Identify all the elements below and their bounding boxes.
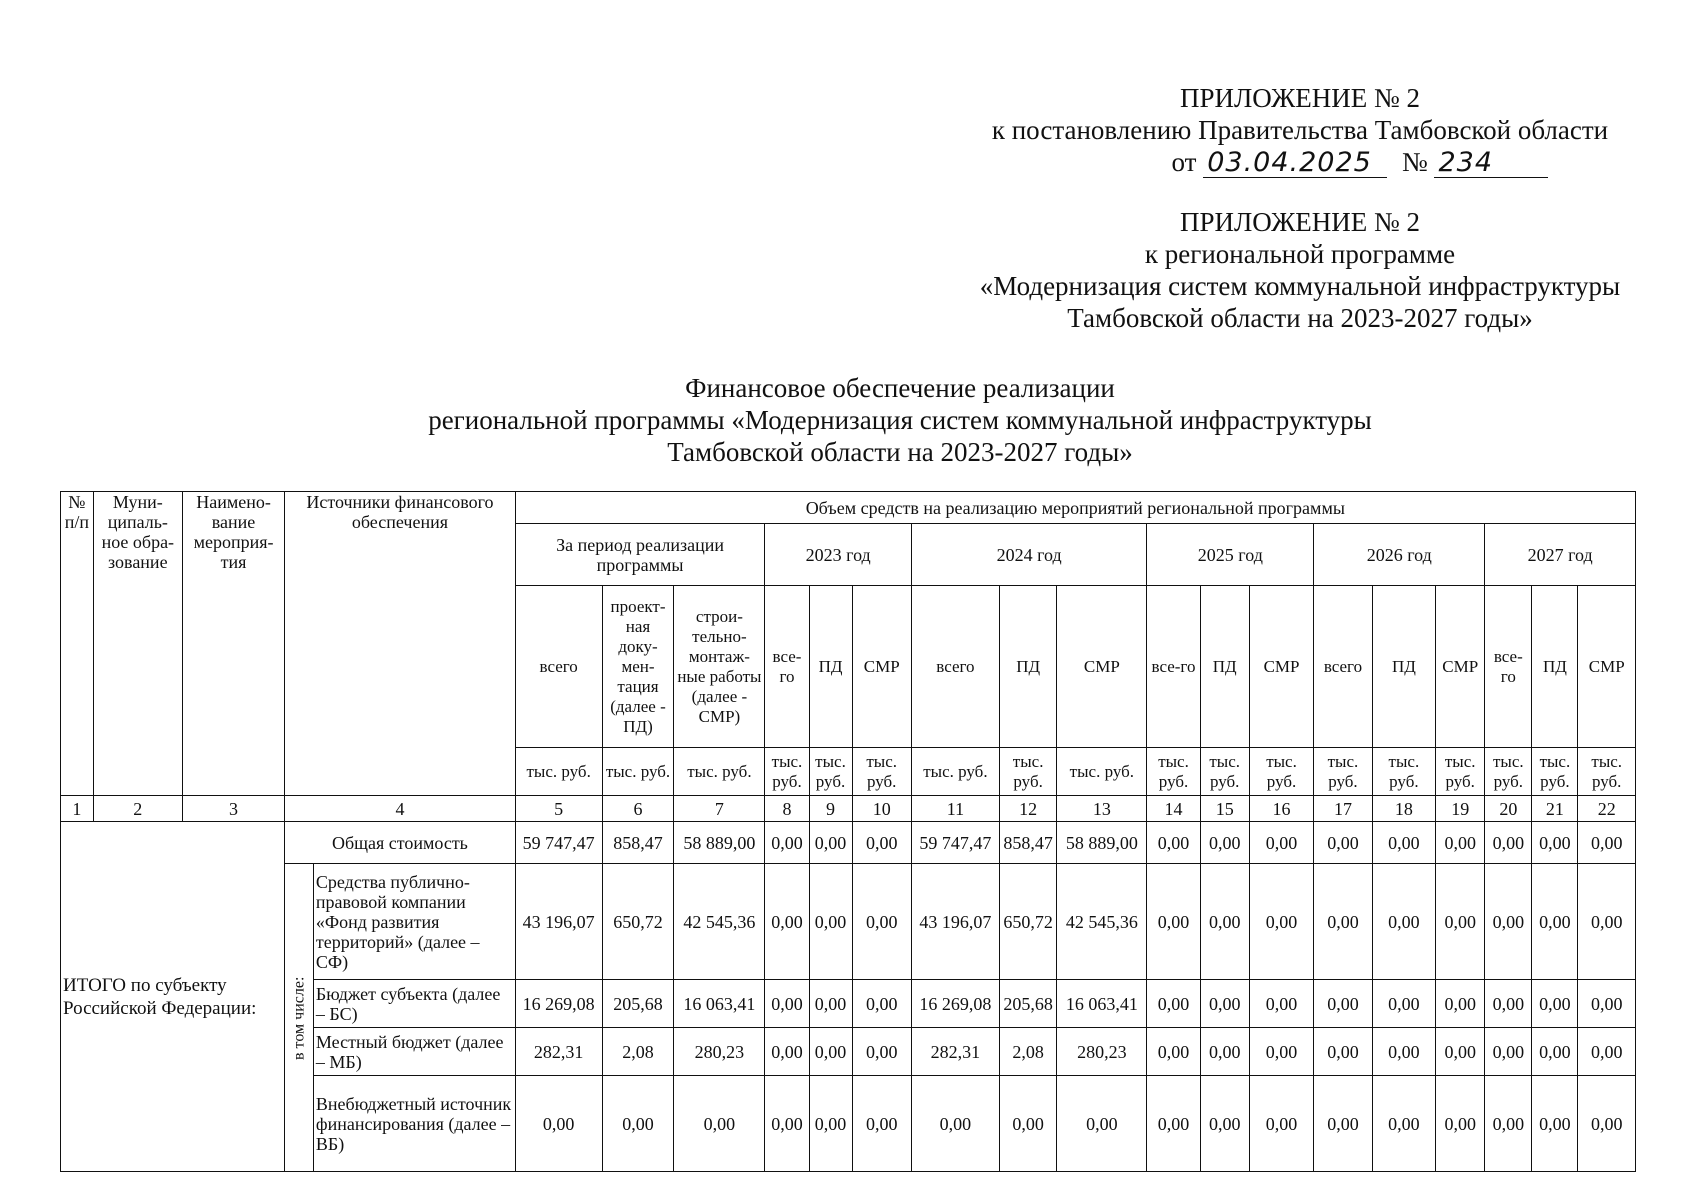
sub-smr-2027: СМР — [1578, 586, 1636, 748]
value-cell: 0,00 — [1200, 822, 1249, 864]
value-cell: 0,00 — [1200, 1028, 1249, 1076]
value-cell: 0,00 — [999, 1076, 1056, 1172]
unit-cell: тыс. руб. — [1436, 748, 1485, 796]
value-cell: 0,00 — [1147, 1076, 1200, 1172]
unit-cell: тыс. руб. — [1249, 748, 1314, 796]
value-cell: 0,00 — [1532, 1076, 1578, 1172]
column-number: 22 — [1578, 796, 1636, 822]
unit-cell: тыс. руб. — [1200, 748, 1249, 796]
sub-pd-2023: ПД — [809, 586, 852, 748]
column-number: 1 — [61, 796, 94, 822]
value-cell: 0,00 — [1147, 864, 1200, 980]
column-number: 8 — [765, 796, 809, 822]
appendix-program-ref: к региональной программе — [1144, 239, 1456, 269]
value-cell: 0,00 — [1249, 980, 1314, 1028]
unit-cell: тыс. руб. — [1532, 748, 1578, 796]
column-number: 2 — [93, 796, 182, 822]
value-cell: 0,00 — [911, 1076, 999, 1172]
header-year-2027: 2027 год — [1485, 524, 1636, 586]
value-cell: 0,00 — [1249, 864, 1314, 980]
including-label: в том числе: — [285, 864, 314, 1172]
value-cell: 0,00 — [852, 1076, 911, 1172]
unit-cell: тыс. руб. — [1147, 748, 1200, 796]
unit-cell: тыс. руб. — [999, 748, 1056, 796]
value-cell: 0,00 — [809, 822, 852, 864]
value-cell: 0,00 — [1200, 864, 1249, 980]
appendix-title-2: ПРИЛОЖЕНИЕ № 2 — [1179, 207, 1421, 237]
value-cell: 0,00 — [1147, 980, 1200, 1028]
appendix-header-decree — [900, 82, 1697, 178]
value-cell: 0,00 — [1436, 822, 1485, 864]
column-number: 10 — [852, 796, 911, 822]
column-number: 13 — [1057, 796, 1147, 822]
sub-total-2026: всего — [1314, 586, 1372, 748]
column-number: 11 — [911, 796, 999, 822]
value-cell: 0,00 — [1532, 822, 1578, 864]
header-sources: Источники финансового обеспечения — [285, 492, 515, 796]
unit-cell: тыс. руб. — [674, 748, 765, 796]
value-cell: 0,00 — [1372, 1076, 1435, 1172]
row-label: Местный бюджет (далее – МБ) — [313, 1028, 515, 1076]
sub-total: всего — [515, 586, 602, 748]
unit-cell: тыс. руб. — [602, 748, 674, 796]
header-municipality: Муни-ципаль-ное обра-зование — [93, 492, 182, 796]
value-cell: 0,00 — [765, 1076, 809, 1172]
title-line1: Финансовое обеспечение реализации — [685, 373, 1115, 403]
sub-pd-2026: ПД — [1372, 586, 1435, 748]
sub-smr-2026: СМР — [1436, 586, 1485, 748]
value-cell: 0,00 — [1485, 1028, 1532, 1076]
itogo-label: ИТОГО по субъекту Российской Федерации: — [61, 822, 285, 1172]
header-event: Наимено-вание мероприя-тия — [182, 492, 284, 796]
value-cell: 0,00 — [809, 1028, 852, 1076]
title-line3: Тамбовской области на 2023-2027 годы» — [667, 437, 1133, 467]
column-number: 15 — [1200, 796, 1249, 822]
appendix-decree-ref: к постановлению Правительства Тамбовской области — [991, 115, 1609, 145]
sub-total-2023: все-го — [765, 586, 809, 748]
value-cell: 2,08 — [602, 1028, 674, 1076]
value-cell: 0,00 — [1578, 864, 1636, 980]
appendix-header-program — [900, 206, 1697, 334]
value-cell: 650,72 — [999, 864, 1056, 980]
unit-cell: тыс. руб. — [1485, 748, 1532, 796]
header-num: № п/п — [61, 492, 94, 796]
value-cell: 0,00 — [1485, 1076, 1532, 1172]
financing-table — [60, 491, 1636, 1172]
value-cell: 0,00 — [1578, 1076, 1636, 1172]
value-cell: 16 269,08 — [911, 980, 999, 1028]
sub-total-2027: все-го — [1485, 586, 1532, 748]
program-name-line2: Тамбовской области на 2023-2027 годы» — [1067, 303, 1533, 333]
value-cell: 42 545,36 — [1057, 864, 1147, 980]
column-number: 5 — [515, 796, 602, 822]
unit-cell: тыс. руб. — [765, 748, 809, 796]
value-cell: 43 196,07 — [515, 864, 602, 980]
number-prefix: № — [1401, 147, 1428, 177]
column-number: 17 — [1314, 796, 1372, 822]
value-cell: 0,00 — [1200, 1076, 1249, 1172]
value-cell: 0,00 — [809, 864, 852, 980]
value-cell: 0,00 — [1532, 864, 1578, 980]
value-cell: 0,00 — [809, 980, 852, 1028]
value-cell: 0,00 — [765, 980, 809, 1028]
value-cell: 858,47 — [999, 822, 1056, 864]
row-label: Средства публично-правовой компании «Фонд развития территорий» (далее – СФ) — [313, 864, 515, 980]
column-number: 12 — [999, 796, 1056, 822]
value-cell: 0,00 — [1532, 1028, 1578, 1076]
header-year-2024: 2024 год — [911, 524, 1147, 586]
row-label: Внебюджетный источник финансирования (далее – ВБ) — [313, 1076, 515, 1172]
document-title — [340, 372, 1460, 468]
sub-pd-2025: ПД — [1200, 586, 1249, 748]
value-cell: 0,00 — [765, 864, 809, 980]
value-cell: 0,00 — [515, 1076, 602, 1172]
sub-pd-long: проект-ная доку-мен-тация (далее - ПД) — [602, 586, 674, 748]
value-cell: 0,00 — [1147, 1028, 1200, 1076]
value-cell: 0,00 — [1436, 980, 1485, 1028]
value-cell: 0,00 — [1200, 980, 1249, 1028]
value-cell: 0,00 — [1249, 1028, 1314, 1076]
column-number: 19 — [1436, 796, 1485, 822]
value-cell: 0,00 — [1314, 980, 1372, 1028]
sub-pd-2024: ПД — [999, 586, 1056, 748]
value-cell: 0,00 — [852, 980, 911, 1028]
value-cell: 0,00 — [1436, 864, 1485, 980]
value-cell: 0,00 — [765, 822, 809, 864]
unit-cell: тыс. руб. — [809, 748, 852, 796]
header-year-2025: 2025 год — [1147, 524, 1314, 586]
value-cell: 0,00 — [1485, 864, 1532, 980]
value-cell: 2,08 — [999, 1028, 1056, 1076]
date-prefix: от — [1171, 147, 1197, 177]
value-cell: 0,00 — [1147, 822, 1200, 864]
value-cell: 0,00 — [1249, 1076, 1314, 1172]
sub-smr-2024: СМР — [1057, 586, 1147, 748]
sub-smr-2023: СМР — [852, 586, 911, 748]
unit-cell: тыс. руб. — [911, 748, 999, 796]
value-cell: 650,72 — [602, 864, 674, 980]
value-cell: 0,00 — [1314, 1028, 1372, 1076]
value-cell: 0,00 — [1314, 822, 1372, 864]
appendix-title: ПРИЛОЖЕНИЕ № 2 — [1179, 83, 1421, 113]
handwritten-date: 03.04.2025 — [1203, 149, 1387, 178]
header-period: За период реализации программы — [515, 524, 765, 586]
decree-date-line — [1052, 146, 1549, 178]
value-cell: 0,00 — [765, 1028, 809, 1076]
program-name-line1: «Модернизация систем коммунальной инфраструктуры — [979, 271, 1621, 301]
unit-cell: тыс. руб. — [1057, 748, 1147, 796]
value-cell: 0,00 — [1057, 1076, 1147, 1172]
column-number: 9 — [809, 796, 852, 822]
value-cell: 0,00 — [1532, 980, 1578, 1028]
value-cell: 0,00 — [852, 864, 911, 980]
handwritten-number: 234 — [1434, 149, 1548, 178]
value-cell: 0,00 — [1314, 864, 1372, 980]
value-cell: 0,00 — [1436, 1076, 1485, 1172]
value-cell: 0,00 — [1314, 1076, 1372, 1172]
header-year-2023: 2023 год — [765, 524, 911, 586]
value-cell: 0,00 — [1578, 980, 1636, 1028]
value-cell: 0,00 — [1436, 1028, 1485, 1076]
value-cell: 58 889,00 — [674, 822, 765, 864]
column-number: 7 — [674, 796, 765, 822]
column-number: 14 — [1147, 796, 1200, 822]
unit-cell: тыс. руб. — [1372, 748, 1435, 796]
value-cell: 0,00 — [1578, 822, 1636, 864]
column-number: 20 — [1485, 796, 1532, 822]
value-cell: 0,00 — [809, 1076, 852, 1172]
value-cell: 0,00 — [1372, 864, 1435, 980]
value-cell: 0,00 — [1372, 980, 1435, 1028]
column-number: 3 — [182, 796, 284, 822]
value-cell: 16 063,41 — [1057, 980, 1147, 1028]
value-cell: 205,68 — [602, 980, 674, 1028]
column-number: 21 — [1532, 796, 1578, 822]
unit-cell: тыс. руб. — [515, 748, 602, 796]
unit-cell: тыс. руб. — [1578, 748, 1636, 796]
value-cell: 0,00 — [1372, 1028, 1435, 1076]
value-cell: 0,00 — [852, 1028, 911, 1076]
value-cell: 282,31 — [911, 1028, 999, 1076]
value-cell: 280,23 — [674, 1028, 765, 1076]
sub-total-2024: всего — [911, 586, 999, 748]
value-cell: 59 747,47 — [911, 822, 999, 864]
sub-pd-2027: ПД — [1532, 586, 1578, 748]
sub-total-2025: все-го — [1147, 586, 1200, 748]
unit-cell: тыс. руб. — [1314, 748, 1372, 796]
value-cell: 282,31 — [515, 1028, 602, 1076]
value-cell: 0,00 — [1372, 822, 1435, 864]
value-cell: 16 269,08 — [515, 980, 602, 1028]
value-cell: 0,00 — [1249, 822, 1314, 864]
value-cell: 0,00 — [852, 822, 911, 864]
sub-smr-2025: СМР — [1249, 586, 1314, 748]
value-cell: 205,68 — [999, 980, 1056, 1028]
row-label: Бюджет субъекта (далее – БС) — [313, 980, 515, 1028]
value-cell: 43 196,07 — [911, 864, 999, 980]
value-cell: 0,00 — [1578, 1028, 1636, 1076]
unit-cell: тыс. руб. — [852, 748, 911, 796]
value-cell: 59 747,47 — [515, 822, 602, 864]
title-line2: региональной программы «Модернизация систем коммунальной инфраструктуры — [428, 405, 1372, 435]
header-volume: Объем средств на реализацию мероприятий региональной программы — [515, 492, 1635, 524]
value-cell: 280,23 — [1057, 1028, 1147, 1076]
value-cell: 0,00 — [1485, 822, 1532, 864]
sub-smr-long: строи-тельно-монтаж-ные работы (далее - СМР) — [674, 586, 765, 748]
value-cell: 0,00 — [674, 1076, 765, 1172]
value-cell: 0,00 — [1485, 980, 1532, 1028]
value-cell: 58 889,00 — [1057, 822, 1147, 864]
column-number: 16 — [1249, 796, 1314, 822]
column-number: 6 — [602, 796, 674, 822]
value-cell: 16 063,41 — [674, 980, 765, 1028]
column-number: 4 — [285, 796, 515, 822]
value-cell: 858,47 — [602, 822, 674, 864]
column-number: 18 — [1372, 796, 1435, 822]
row-label: Общая стоимость — [285, 822, 515, 864]
value-cell: 42 545,36 — [674, 864, 765, 980]
header-year-2026: 2026 год — [1314, 524, 1485, 586]
value-cell: 0,00 — [602, 1076, 674, 1172]
